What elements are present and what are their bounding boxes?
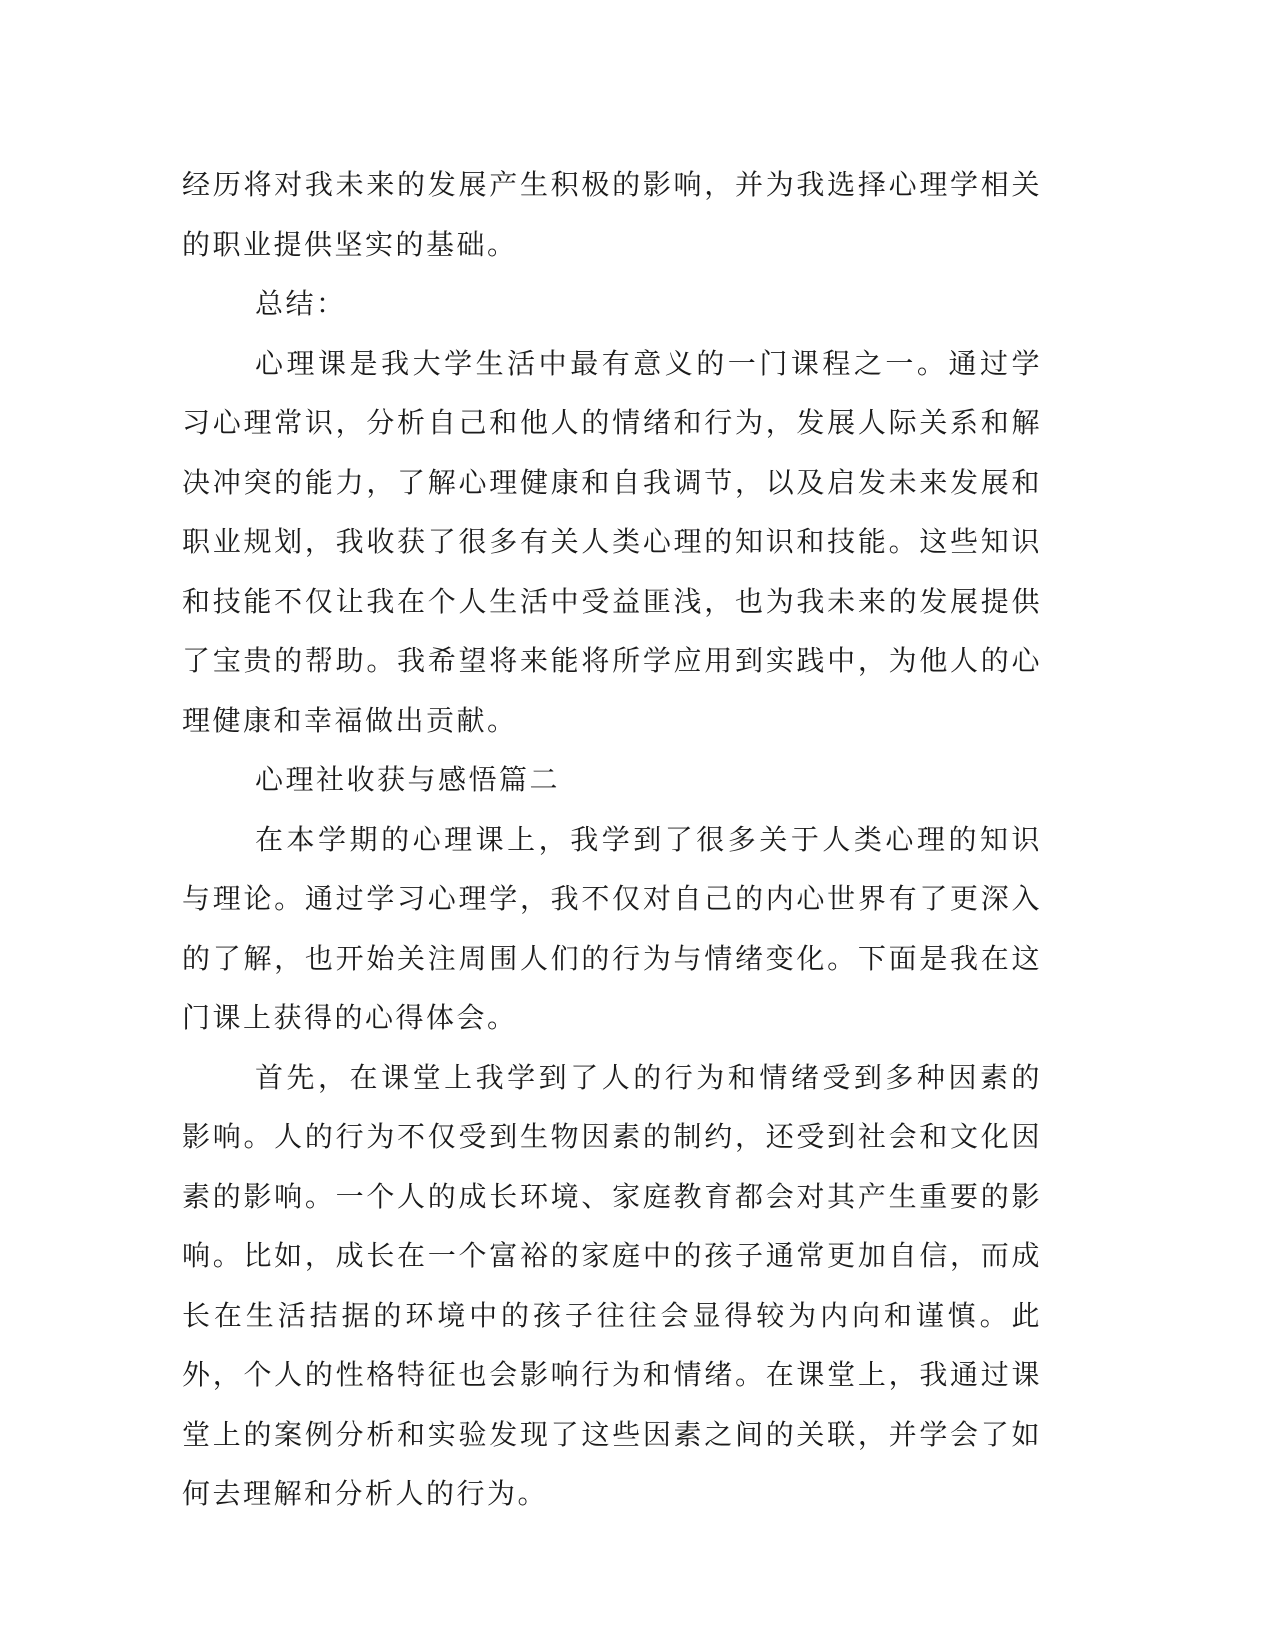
paragraph-summary: 心理课是我大学生活中最有意义的一门课程之一。通过学习心理常识，分析自己和他人的情绪和行为，发展人际关系和解决冲突的能力，了解心理健康和自我调节，以及启发未来发展和职业规划，我收获了很多有关人类心理的知识和技能。这些知识和技能不仅让我在个人生活中受益匪浅，也为我未来的发展提供了宝贵的帮助。我希望将来能将所学应用到实践中，为他人的心理健康和幸福做出贡献。 <box>182 346 1042 737</box>
document-page <box>182 155 1042 1524</box>
paragraph-summary-heading: 总结： <box>255 287 347 320</box>
paragraph-continuation: 经历将对我未来的发展产生积极的影响，并为我选择心理学相关的职业提供坚实的基础。 <box>182 168 1042 261</box>
section-title: 心理社收获与感悟篇二 <box>255 763 561 796</box>
paragraph-intro: 在本学期的心理课上，我学到了很多关于人类心理的知识与理论。通过学习心理学，我不仅对自己的内心世界有了更深入的了解，也开始关注周围人们的行为与情绪变化。下面是我在这门课上获得的心得体会。 <box>182 822 1042 1034</box>
paragraph-first-point: 首先，在课堂上我学到了人的行为和情绪受到多种因素的影响。人的行为不仅受到生物因素的制约，还受到社会和文化因素的影响。一个人的成长环境、家庭教育都会对其产生重要的影响。比如，成长在一个富裕的家庭中的孩子通常更加自信，而成长在生活拮据的环境中的孩子往往会显得较为内向和谨慎。此外，个人的性格特征也会影响行为和情绪。在课堂上，我通过课堂上的案例分析和实验发现了这些因素之间的关联，并学会了如何去理解和分析人的行为。 <box>182 1060 1042 1510</box>
